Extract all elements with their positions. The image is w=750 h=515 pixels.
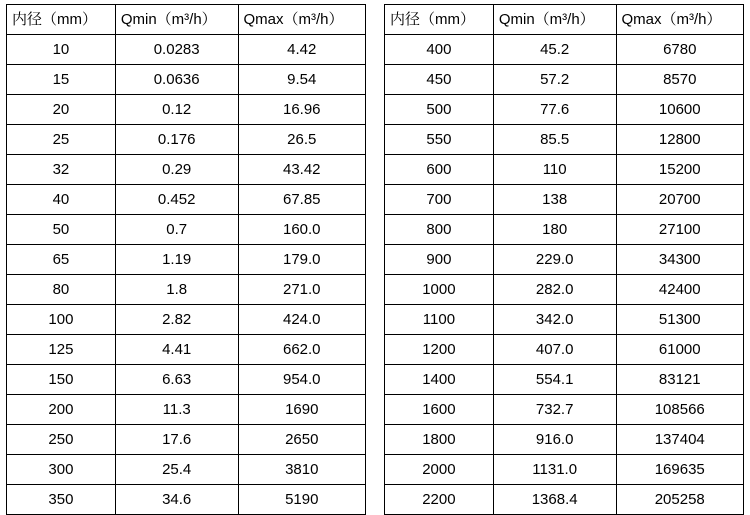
- table-body: [385, 35, 744, 515]
- column-header-qmax: Qmax（m³/h）: [616, 5, 743, 35]
- cell-qmax: 1690: [238, 395, 365, 425]
- table-header-row: [7, 5, 366, 35]
- cell-inner-diameter: 550: [385, 125, 494, 155]
- cell-inner-diameter: 125: [7, 335, 116, 365]
- cell-inner-diameter: 900: [385, 245, 494, 275]
- cell-inner-diameter: 300: [7, 455, 116, 485]
- cell-qmin: 282.0: [493, 275, 616, 305]
- table-row: [385, 395, 744, 425]
- cell-qmax: 61000: [616, 335, 743, 365]
- cell-qmax: 179.0: [238, 245, 365, 275]
- cell-inner-diameter: 600: [385, 155, 494, 185]
- cell-inner-diameter: 50: [7, 215, 116, 245]
- cell-qmax: 12800: [616, 125, 743, 155]
- cell-qmax: 83121: [616, 365, 743, 395]
- cell-qmin: 4.41: [115, 335, 238, 365]
- cell-qmax: 9.54: [238, 65, 365, 95]
- cell-qmax: 67.85: [238, 185, 365, 215]
- cell-qmin: 25.4: [115, 455, 238, 485]
- cell-inner-diameter: 40: [7, 185, 116, 215]
- table-row: [385, 185, 744, 215]
- flow-range-table-large-diameters: [384, 4, 744, 515]
- cell-inner-diameter: 700: [385, 185, 494, 215]
- table-row: [7, 455, 366, 485]
- table-header-row: [385, 5, 744, 35]
- table-row: [385, 35, 744, 65]
- table-body: [7, 35, 366, 515]
- table-row: [385, 65, 744, 95]
- table-row: [7, 125, 366, 155]
- cell-qmax: 15200: [616, 155, 743, 185]
- cell-qmin: 34.6: [115, 485, 238, 515]
- table-row: [7, 485, 366, 515]
- table-row: [7, 245, 366, 275]
- cell-qmax: 8570: [616, 65, 743, 95]
- table-row: [7, 305, 366, 335]
- table-row: [7, 425, 366, 455]
- cell-qmax: 26.5: [238, 125, 365, 155]
- table-header: [7, 5, 366, 35]
- cell-qmin: 6.63: [115, 365, 238, 395]
- cell-qmin: 1.8: [115, 275, 238, 305]
- cell-qmin: 138: [493, 185, 616, 215]
- table-row: [385, 485, 744, 515]
- table-row: [7, 65, 366, 95]
- cell-inner-diameter: 32: [7, 155, 116, 185]
- cell-qmax: 16.96: [238, 95, 365, 125]
- table-row: [7, 215, 366, 245]
- cell-qmin: 77.6: [493, 95, 616, 125]
- column-header-inner-diameter: 内径（mm）: [385, 5, 494, 35]
- cell-inner-diameter: 150: [7, 365, 116, 395]
- cell-qmin: 2.82: [115, 305, 238, 335]
- cell-qmin: 85.5: [493, 125, 616, 155]
- table-row: [7, 155, 366, 185]
- cell-qmax: 43.42: [238, 155, 365, 185]
- table-row: [385, 275, 744, 305]
- cell-qmin: 180: [493, 215, 616, 245]
- table-row: [7, 395, 366, 425]
- cell-qmax: 3810: [238, 455, 365, 485]
- cell-qmin: 57.2: [493, 65, 616, 95]
- cell-qmin: 11.3: [115, 395, 238, 425]
- cell-qmin: 0.0283: [115, 35, 238, 65]
- cell-qmax: 424.0: [238, 305, 365, 335]
- cell-qmax: 5190: [238, 485, 365, 515]
- cell-qmin: 110: [493, 155, 616, 185]
- cell-inner-diameter: 2000: [385, 455, 494, 485]
- column-header-qmax: Qmax（m³/h）: [238, 5, 365, 35]
- cell-qmin: 342.0: [493, 305, 616, 335]
- table-row: [7, 335, 366, 365]
- cell-qmin: 0.29: [115, 155, 238, 185]
- cell-inner-diameter: 1800: [385, 425, 494, 455]
- table-row: [7, 95, 366, 125]
- cell-qmax: 662.0: [238, 335, 365, 365]
- flow-range-table-small-diameters: [6, 4, 366, 515]
- table-row: [385, 125, 744, 155]
- table-row: [385, 425, 744, 455]
- cell-qmin: 45.2: [493, 35, 616, 65]
- table-row: [385, 305, 744, 335]
- cell-qmax: 108566: [616, 395, 743, 425]
- cell-qmin: 0.452: [115, 185, 238, 215]
- cell-qmin: 0.12: [115, 95, 238, 125]
- cell-inner-diameter: 100: [7, 305, 116, 335]
- table-row: [385, 335, 744, 365]
- cell-qmax: 34300: [616, 245, 743, 275]
- table-row: [385, 215, 744, 245]
- column-header-qmin: Qmin（m³/h）: [493, 5, 616, 35]
- table-row: [385, 245, 744, 275]
- table-row: [7, 365, 366, 395]
- cell-qmax: 954.0: [238, 365, 365, 395]
- cell-qmin: 229.0: [493, 245, 616, 275]
- cell-inner-diameter: 65: [7, 245, 116, 275]
- table-row: [385, 455, 744, 485]
- table-row: [7, 275, 366, 305]
- cell-qmax: 271.0: [238, 275, 365, 305]
- table-row: [385, 95, 744, 125]
- table-row: [385, 365, 744, 395]
- table-row: [385, 155, 744, 185]
- cell-inner-diameter: 80: [7, 275, 116, 305]
- cell-inner-diameter: 25: [7, 125, 116, 155]
- table-row: [7, 185, 366, 215]
- cell-inner-diameter: 1000: [385, 275, 494, 305]
- cell-qmax: 51300: [616, 305, 743, 335]
- cell-inner-diameter: 1100: [385, 305, 494, 335]
- cell-inner-diameter: 10: [7, 35, 116, 65]
- cell-qmin: 407.0: [493, 335, 616, 365]
- cell-inner-diameter: 400: [385, 35, 494, 65]
- cell-qmin: 554.1: [493, 365, 616, 395]
- cell-qmax: 6780: [616, 35, 743, 65]
- column-header-qmin: Qmin（m³/h）: [115, 5, 238, 35]
- cell-inner-diameter: 1400: [385, 365, 494, 395]
- cell-inner-diameter: 2200: [385, 485, 494, 515]
- cell-qmax: 169635: [616, 455, 743, 485]
- cell-qmin: 916.0: [493, 425, 616, 455]
- cell-inner-diameter: 800: [385, 215, 494, 245]
- cell-qmin: 0.7: [115, 215, 238, 245]
- cell-qmin: 17.6: [115, 425, 238, 455]
- cell-inner-diameter: 450: [385, 65, 494, 95]
- cell-qmax: 20700: [616, 185, 743, 215]
- cell-qmin: 1131.0: [493, 455, 616, 485]
- cell-inner-diameter: 250: [7, 425, 116, 455]
- cell-qmin: 1368.4: [493, 485, 616, 515]
- column-header-inner-diameter: 内径（mm）: [7, 5, 116, 35]
- cell-qmax: 27100: [616, 215, 743, 245]
- cell-qmax: 42400: [616, 275, 743, 305]
- table-row: [7, 35, 366, 65]
- cell-inner-diameter: 350: [7, 485, 116, 515]
- cell-qmin: 1.19: [115, 245, 238, 275]
- table-header: [385, 5, 744, 35]
- cell-inner-diameter: 1200: [385, 335, 494, 365]
- cell-qmin: 0.176: [115, 125, 238, 155]
- cell-qmin: 0.0636: [115, 65, 238, 95]
- cell-inner-diameter: 500: [385, 95, 494, 125]
- cell-inner-diameter: 200: [7, 395, 116, 425]
- cell-qmax: 160.0: [238, 215, 365, 245]
- cell-qmax: 10600: [616, 95, 743, 125]
- cell-qmin: 732.7: [493, 395, 616, 425]
- cell-inner-diameter: 20: [7, 95, 116, 125]
- cell-inner-diameter: 15: [7, 65, 116, 95]
- cell-qmax: 2650: [238, 425, 365, 455]
- cell-qmax: 205258: [616, 485, 743, 515]
- cell-qmax: 4.42: [238, 35, 365, 65]
- cell-qmax: 137404: [616, 425, 743, 455]
- cell-inner-diameter: 1600: [385, 395, 494, 425]
